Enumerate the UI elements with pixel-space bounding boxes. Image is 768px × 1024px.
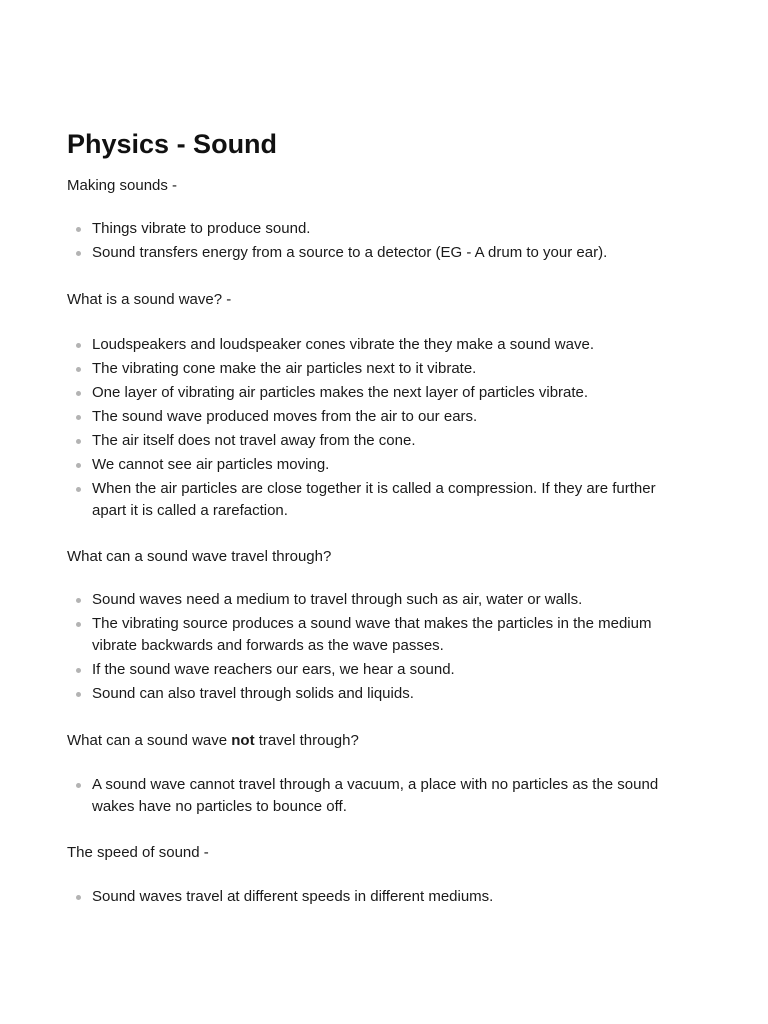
bullet-icon [76,463,81,468]
page-title: Physics - Sound [67,129,278,159]
list-item [67,659,687,681]
list-item-text: When the air particles are close together it is called a compression. If they are further apart it is called a rarefaction. [92,480,656,519]
list-item-text: The vibrating source produces a sound wave that makes the particles in the medium vibrate backwards and forwards as the wave passes. [92,615,652,654]
list-item-text: Sound transfers energy from a source to a detector (EG - A drum to your ear). [92,244,608,261]
bullet-list-travel-through [67,589,687,705]
bullet-icon [76,487,81,492]
bullet-icon [76,391,81,396]
list-item [67,683,687,705]
list-item [67,242,687,264]
list-item-text: If the sound wave reachers our ears, we hear a sound. [92,661,455,678]
list-item [67,478,687,522]
section-heading-sound-wave: What is a sound wave? - [67,291,232,308]
section-heading-speed-of-sound: The speed of sound - [67,844,209,861]
section-heading-travel-through: What can a sound wave travel through? [67,548,332,565]
bullet-icon [76,668,81,673]
list-item [67,589,687,611]
bullet-icon [76,783,81,788]
list-item-text: The air itself does not travel away from the cone. [92,432,416,449]
document-page [67,126,687,910]
bullet-list-not-travel-through [67,774,687,818]
list-item [67,358,687,380]
heading-text-before: What can a sound wave [67,732,232,749]
bullet-icon [76,598,81,603]
bullet-icon [76,895,81,900]
list-item-text: We cannot see air particles moving. [92,456,330,473]
heading-emphasis: not [231,732,255,749]
list-item-text: Things vibrate to produce sound. [92,220,311,237]
list-item [67,218,687,240]
list-item-text: The sound wave produced moves from the air to our ears. [92,408,478,425]
bullet-icon [76,251,81,256]
section-heading-making-sounds: Making sounds - [67,177,178,194]
list-item [67,454,687,476]
bullet-icon [76,692,81,697]
bullet-icon [76,622,81,627]
list-item-text: Sound waves need a medium to travel through such as air, water or walls. [92,591,583,608]
bullet-list-sound-wave [67,334,687,522]
heading-text-after: travel through? [254,732,359,749]
list-item [67,430,687,452]
list-item [67,774,687,818]
list-item [67,613,687,657]
list-item [67,382,687,404]
list-item [67,886,687,908]
bullet-icon [76,343,81,348]
list-item-text: One layer of vibrating air particles makes the next layer of particles vibrate. [92,384,589,401]
list-item-text: Loudspeakers and loudspeaker cones vibrate the they make a sound wave. [92,336,594,353]
list-item [67,406,687,428]
bullet-icon [76,367,81,372]
list-item-text: Sound can also travel through solids and liquids. [92,685,414,702]
list-item-text: The vibrating cone make the air particles next to it vibrate. [92,360,477,377]
list-item-text: A sound wave cannot travel through a vacuum, a place with no particles as the sound wakes have no particles to bounce off. [92,776,659,815]
bullet-list-making-sounds [67,218,687,264]
bullet-icon [76,415,81,420]
bullet-icon [76,439,81,444]
section-heading-not-travel-through [67,730,687,752]
list-item-text: Sound waves travel at different speeds in different mediums. [92,888,494,905]
bullet-icon [76,227,81,232]
list-item [67,334,687,356]
bullet-list-speed-of-sound [67,886,687,908]
